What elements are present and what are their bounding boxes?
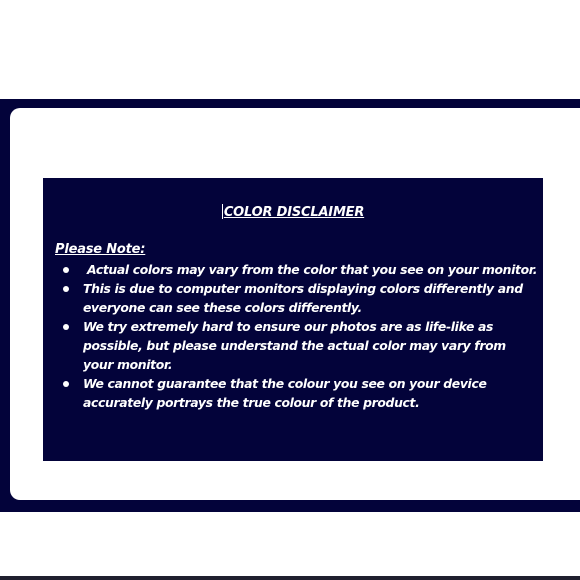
disclaimer-item-text: This is due to computer monitors displaying colors differently and everyone can see these colors differently. <box>83 281 523 315</box>
text-cursor <box>222 204 223 219</box>
disclaimer-title: COLOR DISCLAIMER <box>223 205 365 220</box>
disclaimer-list <box>43 260 543 412</box>
disclaimer-title-row <box>43 204 543 220</box>
bullet-icon <box>63 267 69 273</box>
disclaimer-item-text: Actual colors may vary from the color that you see on your monitor. <box>83 262 538 277</box>
disclaimer-item-text: We try extremely hard to ensure our photos are as life-like as possible, but please understand the actual color may vary from your monitor. <box>83 319 506 372</box>
disclaimer-item-text: We cannot guarantee that the colour you see on your device accurately portrays the true colour of the product. <box>83 376 487 410</box>
bullet-icon <box>63 286 69 292</box>
disclaimer-list-item <box>43 317 543 374</box>
disclaimer-list-item <box>43 279 543 317</box>
bottom-divider <box>0 576 580 580</box>
please-note-heading: Please Note: <box>55 242 146 257</box>
bullet-icon <box>63 324 69 330</box>
bullet-icon <box>63 381 69 387</box>
disclaimer-list-item <box>43 374 543 412</box>
disclaimer-list-item <box>43 260 543 279</box>
disclaimer-panel <box>43 178 543 461</box>
